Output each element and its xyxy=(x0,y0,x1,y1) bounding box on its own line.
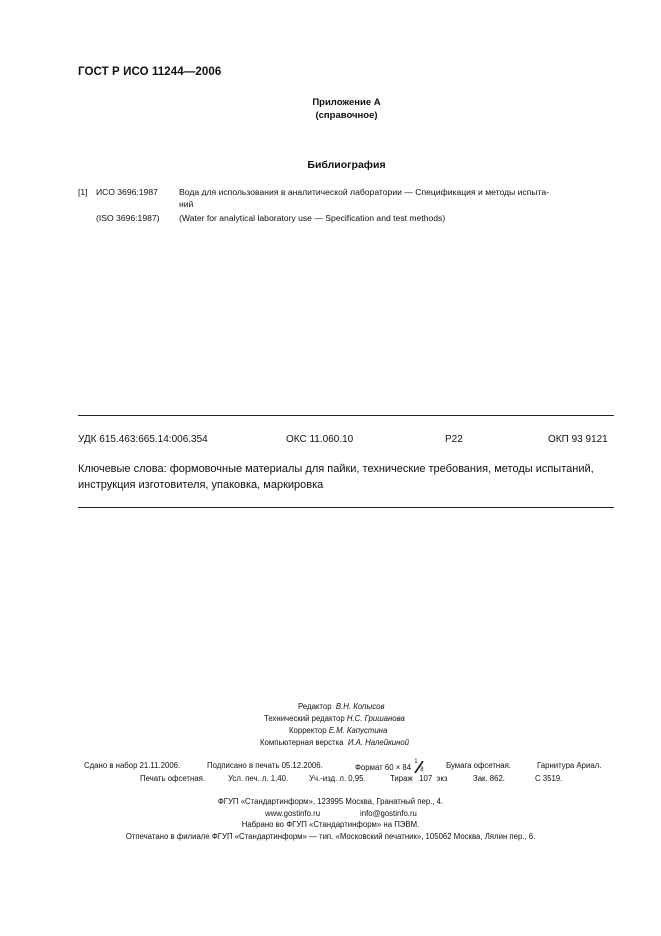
divider-bottom xyxy=(78,507,614,508)
publisher-email: info@gostinfo.ru xyxy=(360,809,417,818)
format xyxy=(355,761,425,773)
fraction-denominator: 8 xyxy=(420,767,424,773)
fraction-numerator: 1 xyxy=(414,759,418,765)
format-text: Формат 60 × 84 xyxy=(355,763,412,772)
tech-editor-label: Технический редактор xyxy=(264,714,345,723)
layout-credit xyxy=(260,738,409,747)
ref-original-text: (Water for analytical laboratory use — Specification and test methods) xyxy=(179,213,446,223)
document-header: ГОСТ Р ИСО 11244—2006 xyxy=(78,66,222,78)
publisher-website: www.gostinfo.ru xyxy=(265,809,321,818)
c-number: С 3519. xyxy=(535,774,563,783)
signed-date: Подписано в печать 05.12.2006. xyxy=(207,761,323,770)
corrector-credit xyxy=(289,726,387,735)
group-code: Р22 xyxy=(445,434,463,445)
ref-code: ИСО 3696:1987 xyxy=(96,187,158,197)
publishing-sheets: Уч.-изд. л. 0,95. xyxy=(309,774,366,783)
editor-label: Редактор xyxy=(298,702,332,711)
printing-house: Отпечатано в филиале ФГУП «Стандартинформ» — тип. «Московский печатник», 105062 Москва, Лялин пер., 6. xyxy=(125,832,536,841)
tech-editor-credit xyxy=(264,714,405,723)
udk-code: УДК 615.463:665.14:006.354 xyxy=(78,434,208,445)
printed-sheets: Усл. печ. л. 1,40. xyxy=(228,774,289,783)
print-method: Печать офсетная. xyxy=(140,774,206,783)
editor-credit xyxy=(298,702,385,711)
tech-editor-name: Н.С. Гришанова xyxy=(346,714,405,723)
oks-code: ОКС 11.060.10 xyxy=(286,434,354,445)
print-run-unit: экз xyxy=(436,774,448,783)
keywords: Ключевые слова: формовочные материалы для пайки, технические требования, методы испытаний, инструкция изготовителя, упаковка, маркировка xyxy=(78,463,594,491)
publisher-address: ФГУП «Стандартинформ», 123995 Москва, Гранатный пер., 4. xyxy=(217,797,444,806)
bibliography-title: Библиография xyxy=(307,159,386,171)
appendix-subtitle: (справочное) xyxy=(315,110,378,121)
print-run-label: Тираж xyxy=(390,774,413,783)
order-number: Зак. 862. xyxy=(473,774,505,783)
print-run xyxy=(390,774,448,783)
ref-text-line2: ний xyxy=(179,199,194,209)
paper-type: Бумага офсетная. xyxy=(446,761,511,770)
format-fraction xyxy=(413,761,425,773)
print-run-value: 107 xyxy=(419,774,433,783)
editor-name: В.Н. Копысов xyxy=(335,702,385,711)
typeset-info: Набрано во ФГУП «Стандартинформ» на ПЭВМ. xyxy=(241,820,420,829)
corrector-label: Корректор xyxy=(289,726,327,735)
okp-code: ОКП 93 9121 xyxy=(548,434,608,445)
layout-name: И.А. Налейкиной xyxy=(347,738,410,747)
ref-original-code: (ISO 3696:1987) xyxy=(96,213,160,223)
ref-text-line1: Вода для использования в аналитической лаборатории — Спецификация и методы испыта- xyxy=(179,187,550,197)
layout-label: Компьютерная верстка xyxy=(260,738,344,747)
set-date: Сдано в набор 21.11.2006. xyxy=(84,761,181,770)
typeface: Гарнитура Ариал. xyxy=(537,761,602,770)
appendix-title: Приложение А xyxy=(312,97,381,108)
corrector-name: Е.М. Капустина xyxy=(328,726,388,735)
divider-top xyxy=(78,415,614,416)
ref-number: [1] xyxy=(78,187,88,197)
